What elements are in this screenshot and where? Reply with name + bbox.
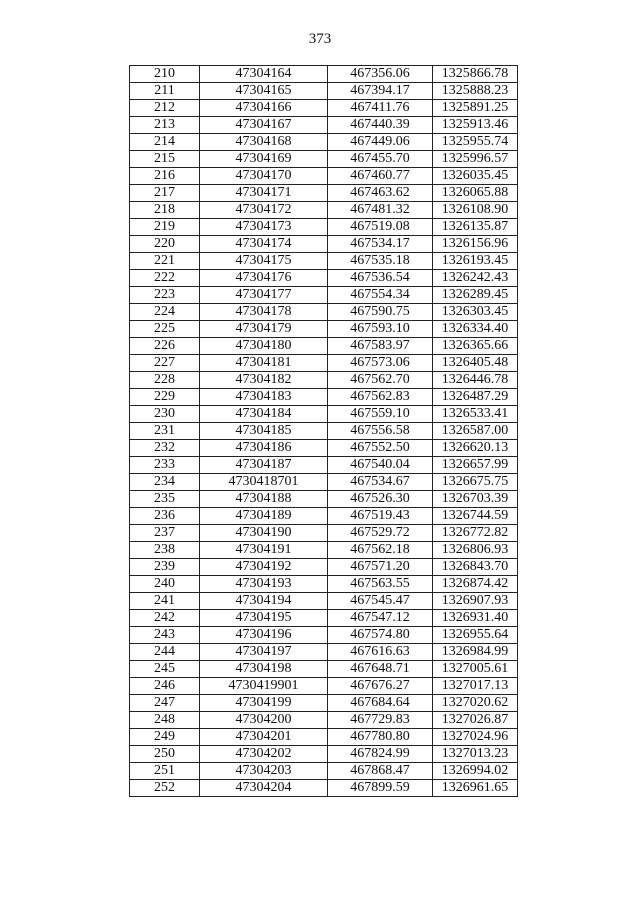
- table-row: [130, 780, 518, 797]
- point-id-cell: 47304169: [200, 151, 328, 168]
- x-coordinate-cell: 467481.32: [328, 202, 433, 219]
- table-row: [130, 151, 518, 168]
- x-coordinate-cell: 467552.50: [328, 440, 433, 457]
- point-id-cell: 47304190: [200, 525, 328, 542]
- table-row: [130, 644, 518, 661]
- point-id-cell: 47304176: [200, 270, 328, 287]
- y-coordinate-cell: 1325888.23: [433, 83, 518, 100]
- y-coordinate-cell: 1326035.45: [433, 168, 518, 185]
- y-coordinate-cell: 1326843.70: [433, 559, 518, 576]
- point-id-cell: 47304178: [200, 304, 328, 321]
- table-row: [130, 304, 518, 321]
- x-coordinate-cell: 467554.34: [328, 287, 433, 304]
- row-number-cell: 252: [130, 780, 200, 797]
- y-coordinate-cell: 1325996.57: [433, 151, 518, 168]
- x-coordinate-cell: 467449.06: [328, 134, 433, 151]
- point-id-cell: 47304173: [200, 219, 328, 236]
- x-coordinate-cell: 467648.71: [328, 661, 433, 678]
- y-coordinate-cell: 1326744.59: [433, 508, 518, 525]
- row-number-cell: 239: [130, 559, 200, 576]
- x-coordinate-cell: 467394.17: [328, 83, 433, 100]
- y-coordinate-cell: 1326587.00: [433, 423, 518, 440]
- table-row: [130, 83, 518, 100]
- point-id-cell: 47304167: [200, 117, 328, 134]
- table-row: [130, 236, 518, 253]
- table-row: [130, 491, 518, 508]
- row-number-cell: 214: [130, 134, 200, 151]
- table-row: [130, 287, 518, 304]
- x-coordinate-cell: 467529.72: [328, 525, 433, 542]
- row-number-cell: 220: [130, 236, 200, 253]
- y-coordinate-cell: 1326303.45: [433, 304, 518, 321]
- y-coordinate-cell: 1326156.96: [433, 236, 518, 253]
- y-coordinate-cell: 1327026.87: [433, 712, 518, 729]
- point-id-cell: 47304174: [200, 236, 328, 253]
- y-coordinate-cell: 1326365.66: [433, 338, 518, 355]
- table-row: [130, 100, 518, 117]
- x-coordinate-cell: 467440.39: [328, 117, 433, 134]
- row-number-cell: 227: [130, 355, 200, 372]
- row-number-cell: 211: [130, 83, 200, 100]
- table-row: [130, 389, 518, 406]
- x-coordinate-cell: 467540.04: [328, 457, 433, 474]
- x-coordinate-cell: 467526.30: [328, 491, 433, 508]
- table-row: [130, 202, 518, 219]
- x-coordinate-cell: 467583.97: [328, 338, 433, 355]
- table-row: [130, 474, 518, 491]
- point-id-cell: 47304191: [200, 542, 328, 559]
- y-coordinate-cell: 1326675.75: [433, 474, 518, 491]
- table-row: [130, 559, 518, 576]
- x-coordinate-cell: 467356.06: [328, 66, 433, 83]
- point-id-cell: 47304202: [200, 746, 328, 763]
- point-id-cell: 4730419901: [200, 678, 328, 695]
- point-id-cell: 47304192: [200, 559, 328, 576]
- point-id-cell: 47304203: [200, 763, 328, 780]
- table-row: [130, 355, 518, 372]
- row-number-cell: 226: [130, 338, 200, 355]
- y-coordinate-cell: 1326242.43: [433, 270, 518, 287]
- table-row: [130, 66, 518, 83]
- row-number-cell: 219: [130, 219, 200, 236]
- point-id-cell: 47304187: [200, 457, 328, 474]
- y-coordinate-cell: 1327024.96: [433, 729, 518, 746]
- y-coordinate-cell: 1326703.39: [433, 491, 518, 508]
- y-coordinate-cell: 1325913.46: [433, 117, 518, 134]
- point-id-cell: 47304180: [200, 338, 328, 355]
- point-id-cell: 47304164: [200, 66, 328, 83]
- table-row: [130, 695, 518, 712]
- point-id-cell: 47304204: [200, 780, 328, 797]
- row-number-cell: 221: [130, 253, 200, 270]
- point-id-cell: 47304201: [200, 729, 328, 746]
- point-id-cell: 47304166: [200, 100, 328, 117]
- table-row: [130, 746, 518, 763]
- row-number-cell: 238: [130, 542, 200, 559]
- row-number-cell: 234: [130, 474, 200, 491]
- y-coordinate-cell: 1326446.78: [433, 372, 518, 389]
- point-id-cell: 4730418701: [200, 474, 328, 491]
- point-id-cell: 47304199: [200, 695, 328, 712]
- row-number-cell: 236: [130, 508, 200, 525]
- row-number-cell: 246: [130, 678, 200, 695]
- row-number-cell: 250: [130, 746, 200, 763]
- row-number-cell: 232: [130, 440, 200, 457]
- y-coordinate-cell: 1326907.93: [433, 593, 518, 610]
- table-row: [130, 338, 518, 355]
- y-coordinate-cell: 1326487.29: [433, 389, 518, 406]
- y-coordinate-cell: 1326961.65: [433, 780, 518, 797]
- row-number-cell: 233: [130, 457, 200, 474]
- table-row: [130, 542, 518, 559]
- row-number-cell: 249: [130, 729, 200, 746]
- y-coordinate-cell: 1326135.87: [433, 219, 518, 236]
- point-id-cell: 47304183: [200, 389, 328, 406]
- row-number-cell: 212: [130, 100, 200, 117]
- y-coordinate-cell: 1327017.13: [433, 678, 518, 695]
- x-coordinate-cell: 467676.27: [328, 678, 433, 695]
- x-coordinate-cell: 467573.06: [328, 355, 433, 372]
- table-row: [130, 712, 518, 729]
- point-id-cell: 47304172: [200, 202, 328, 219]
- x-coordinate-cell: 467616.63: [328, 644, 433, 661]
- page-number: 373: [308, 31, 332, 47]
- x-coordinate-cell: 467536.54: [328, 270, 433, 287]
- row-number-cell: 241: [130, 593, 200, 610]
- row-number-cell: 235: [130, 491, 200, 508]
- x-coordinate-cell: 467590.75: [328, 304, 433, 321]
- x-coordinate-cell: 467535.18: [328, 253, 433, 270]
- x-coordinate-cell: 467545.47: [328, 593, 433, 610]
- y-coordinate-cell: 1326289.45: [433, 287, 518, 304]
- y-coordinate-cell: 1326620.13: [433, 440, 518, 457]
- row-number-cell: 229: [130, 389, 200, 406]
- row-number-cell: 225: [130, 321, 200, 338]
- table-row: [130, 610, 518, 627]
- x-coordinate-cell: 467562.70: [328, 372, 433, 389]
- table-row: [130, 219, 518, 236]
- table-row: [130, 627, 518, 644]
- table-row: [130, 457, 518, 474]
- x-coordinate-cell: 467562.18: [328, 542, 433, 559]
- x-coordinate-cell: 467868.47: [328, 763, 433, 780]
- y-coordinate-cell: 1326806.93: [433, 542, 518, 559]
- table-row: [130, 678, 518, 695]
- table-row: [130, 576, 518, 593]
- table-row: [130, 253, 518, 270]
- x-coordinate-cell: 467559.10: [328, 406, 433, 423]
- y-coordinate-cell: 1326108.90: [433, 202, 518, 219]
- table-row: [130, 729, 518, 746]
- point-id-cell: 47304170: [200, 168, 328, 185]
- x-coordinate-cell: 467455.70: [328, 151, 433, 168]
- table-row: [130, 661, 518, 678]
- x-coordinate-cell: 467562.83: [328, 389, 433, 406]
- row-number-cell: 248: [130, 712, 200, 729]
- point-id-cell: 47304197: [200, 644, 328, 661]
- point-id-cell: 47304193: [200, 576, 328, 593]
- row-number-cell: 213: [130, 117, 200, 134]
- y-coordinate-cell: 1326984.99: [433, 644, 518, 661]
- point-id-cell: 47304189: [200, 508, 328, 525]
- x-coordinate-cell: 467534.17: [328, 236, 433, 253]
- point-id-cell: 47304185: [200, 423, 328, 440]
- table-row: [130, 321, 518, 338]
- y-coordinate-cell: 1327020.62: [433, 695, 518, 712]
- point-id-cell: 47304182: [200, 372, 328, 389]
- row-number-cell: 224: [130, 304, 200, 321]
- row-number-cell: 218: [130, 202, 200, 219]
- table-row: [130, 372, 518, 389]
- table-row: [130, 440, 518, 457]
- point-id-cell: 47304181: [200, 355, 328, 372]
- point-id-cell: 47304196: [200, 627, 328, 644]
- point-id-cell: 47304195: [200, 610, 328, 627]
- x-coordinate-cell: 467556.58: [328, 423, 433, 440]
- row-number-cell: 215: [130, 151, 200, 168]
- y-coordinate-cell: 1326405.48: [433, 355, 518, 372]
- x-coordinate-cell: 467534.67: [328, 474, 433, 491]
- table-row: [130, 423, 518, 440]
- y-coordinate-cell: 1326657.99: [433, 457, 518, 474]
- y-coordinate-cell: 1325955.74: [433, 134, 518, 151]
- row-number-cell: 240: [130, 576, 200, 593]
- y-coordinate-cell: 1325866.78: [433, 66, 518, 83]
- point-id-cell: 47304194: [200, 593, 328, 610]
- row-number-cell: 222: [130, 270, 200, 287]
- y-coordinate-cell: 1326874.42: [433, 576, 518, 593]
- row-number-cell: 242: [130, 610, 200, 627]
- table-row: [130, 117, 518, 134]
- y-coordinate-cell: 1326955.64: [433, 627, 518, 644]
- y-coordinate-cell: 1326065.88: [433, 185, 518, 202]
- point-id-cell: 47304168: [200, 134, 328, 151]
- table-row: [130, 270, 518, 287]
- point-id-cell: 47304177: [200, 287, 328, 304]
- point-id-cell: 47304186: [200, 440, 328, 457]
- row-number-cell: 230: [130, 406, 200, 423]
- point-id-cell: 47304165: [200, 83, 328, 100]
- y-coordinate-cell: 1326931.40: [433, 610, 518, 627]
- point-id-cell: 47304179: [200, 321, 328, 338]
- point-id-cell: 47304184: [200, 406, 328, 423]
- x-coordinate-cell: 467574.80: [328, 627, 433, 644]
- coordinates-table-body: [130, 66, 518, 797]
- x-coordinate-cell: 467684.64: [328, 695, 433, 712]
- point-id-cell: 47304188: [200, 491, 328, 508]
- x-coordinate-cell: 467899.59: [328, 780, 433, 797]
- row-number-cell: 237: [130, 525, 200, 542]
- x-coordinate-cell: 467463.62: [328, 185, 433, 202]
- table-row: [130, 185, 518, 202]
- y-coordinate-cell: 1326193.45: [433, 253, 518, 270]
- point-id-cell: 47304200: [200, 712, 328, 729]
- x-coordinate-cell: 467563.55: [328, 576, 433, 593]
- x-coordinate-cell: 467519.43: [328, 508, 433, 525]
- y-coordinate-cell: 1327013.23: [433, 746, 518, 763]
- y-coordinate-cell: 1326334.40: [433, 321, 518, 338]
- y-coordinate-cell: 1326533.41: [433, 406, 518, 423]
- row-number-cell: 228: [130, 372, 200, 389]
- row-number-cell: 245: [130, 661, 200, 678]
- y-coordinate-cell: 1326994.02: [433, 763, 518, 780]
- x-coordinate-cell: 467460.77: [328, 168, 433, 185]
- table-row: [130, 406, 518, 423]
- row-number-cell: 210: [130, 66, 200, 83]
- point-id-cell: 47304175: [200, 253, 328, 270]
- row-number-cell: 247: [130, 695, 200, 712]
- row-number-cell: 217: [130, 185, 200, 202]
- point-id-cell: 47304171: [200, 185, 328, 202]
- table-row: [130, 168, 518, 185]
- x-coordinate-cell: 467780.80: [328, 729, 433, 746]
- y-coordinate-cell: 1327005.61: [433, 661, 518, 678]
- x-coordinate-cell: 467411.76: [328, 100, 433, 117]
- row-number-cell: 231: [130, 423, 200, 440]
- table-row: [130, 763, 518, 780]
- row-number-cell: 223: [130, 287, 200, 304]
- row-number-cell: 244: [130, 644, 200, 661]
- table-row: [130, 525, 518, 542]
- x-coordinate-cell: 467571.20: [328, 559, 433, 576]
- table-row: [130, 593, 518, 610]
- x-coordinate-cell: 467593.10: [328, 321, 433, 338]
- x-coordinate-cell: 467547.12: [328, 610, 433, 627]
- y-coordinate-cell: 1326772.82: [433, 525, 518, 542]
- x-coordinate-cell: 467729.83: [328, 712, 433, 729]
- table-row: [130, 134, 518, 151]
- table-row: [130, 508, 518, 525]
- point-id-cell: 47304198: [200, 661, 328, 678]
- row-number-cell: 216: [130, 168, 200, 185]
- row-number-cell: 243: [130, 627, 200, 644]
- x-coordinate-cell: 467519.08: [328, 219, 433, 236]
- y-coordinate-cell: 1325891.25: [433, 100, 518, 117]
- row-number-cell: 251: [130, 763, 200, 780]
- coordinates-table: [129, 65, 518, 797]
- x-coordinate-cell: 467824.99: [328, 746, 433, 763]
